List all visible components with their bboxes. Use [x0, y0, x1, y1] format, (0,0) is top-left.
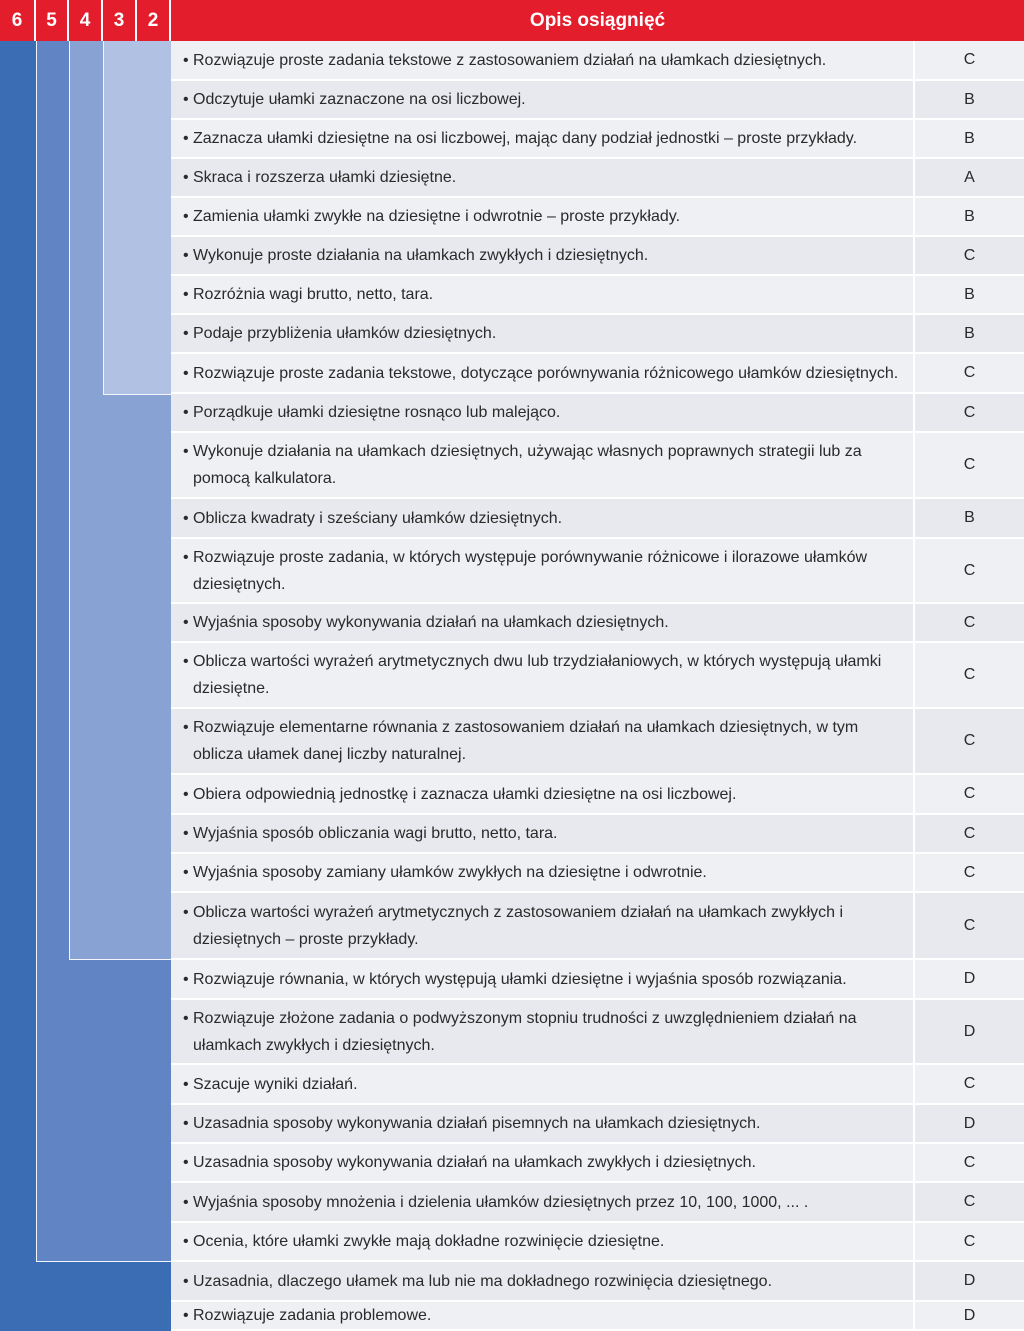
- requirement-text: Podaje przybliżenia ułamków dziesiętnych.: [193, 325, 497, 342]
- table-row: [171, 276, 1024, 315]
- table-row: [171, 433, 1024, 499]
- requirement-description: [171, 237, 915, 274]
- requirement-text: Oblicza wartości wyrażeń arytmetycznych z zastosowaniem działań na ułamkach zwykłych i dziesiętnych – proste przykłady.: [193, 903, 844, 948]
- bullet-icon: •: [183, 825, 189, 842]
- requirement-description: [171, 1000, 915, 1063]
- table-row: [171, 499, 1024, 539]
- grade-3-band: [103, 41, 171, 395]
- table-row: [171, 198, 1024, 237]
- requirement-description: [171, 709, 915, 773]
- requirement-level: C: [915, 604, 1024, 641]
- requirement-text: Rozróżnia wagi brutto, netto, tara.: [193, 286, 434, 303]
- bullet-icon: •: [183, 169, 189, 186]
- requirement-description: [171, 81, 915, 118]
- bullet-icon: •: [183, 1233, 189, 1250]
- requirement-description: [171, 854, 915, 891]
- requirement-text: Rozwiązuje proste zadania tekstowe, dotyczące porównywania różnicowego ułamków dziesiętnych.: [193, 364, 899, 382]
- requirement-text: Zamienia ułamki zwykłe na dziesiętne i odwrotnie – proste przykłady.: [193, 208, 681, 225]
- requirement-description: [171, 354, 915, 392]
- requirement-text: Rozwiązuje równania, w których występują ułamki dziesiętne i wyjaśnia sposób rozwiązania.: [193, 970, 847, 988]
- requirement-text: Uzasadnia sposoby wykonywania działań na ułamkach zwykłych i dziesiętnych.: [193, 1154, 756, 1171]
- bullet-icon: •: [183, 364, 189, 382]
- table-row: [171, 539, 1024, 604]
- requirement-level: C: [915, 1223, 1024, 1260]
- bullet-icon: •: [183, 653, 189, 670]
- table-row: [171, 1065, 1024, 1105]
- requirement-level: D: [915, 1262, 1024, 1300]
- bullet-icon: •: [183, 614, 189, 631]
- requirement-description: [171, 1105, 915, 1142]
- table-row: [171, 775, 1024, 815]
- requirement-description: [171, 1183, 915, 1221]
- requirement-description: [171, 499, 915, 537]
- requirement-text: Oblicza wartości wyrażeń arytmetycznych dwu lub trzydziałaniowych, w których występują ułamki dziesiętne.: [193, 653, 882, 697]
- requirement-level: C: [915, 815, 1024, 852]
- requirement-description: [171, 960, 915, 998]
- bullet-icon: •: [183, 325, 189, 342]
- table-row: [171, 893, 1024, 960]
- table-row: [171, 1000, 1024, 1065]
- requirement-level: D: [915, 960, 1024, 998]
- table-row: [171, 120, 1024, 159]
- requirement-text: Odczytuje ułamki zaznaczone na osi liczbowej.: [193, 91, 526, 108]
- table-row: [171, 1223, 1024, 1262]
- requirement-text: Wykonuje działania na ułamkach dziesiętnych, używając własnych poprawnych strategii lub za pomocą kalkulatora.: [193, 443, 862, 487]
- requirement-description: [171, 1144, 915, 1181]
- bullet-icon: •: [183, 286, 189, 303]
- requirement-description: [171, 1223, 915, 1260]
- bullet-icon: •: [183, 1307, 189, 1324]
- requirement-text: Rozwiązuje złożone zadania o podwyższonym stopniu trudności z uwzględnieniem działań na ułamkach zwykłych i dziesiętnych.: [193, 1009, 857, 1054]
- requirement-description: [171, 433, 915, 497]
- bullet-icon: •: [183, 91, 189, 108]
- requirement-text: Obiera odpowiednią jednostkę i zaznacza ułamki dziesiętne na osi liczbowej.: [193, 785, 737, 803]
- requirement-description: [171, 41, 915, 79]
- requirement-level: B: [915, 81, 1024, 118]
- bullet-icon: •: [183, 864, 189, 881]
- requirement-level: C: [915, 354, 1024, 392]
- grade-3-header: 3: [103, 0, 137, 41]
- bullet-icon: •: [183, 404, 189, 421]
- table-row: [171, 315, 1024, 354]
- requirement-text: Rozwiązuje zadania problemowe.: [193, 1307, 432, 1324]
- bullet-icon: •: [183, 719, 189, 736]
- requirement-description: [171, 394, 915, 431]
- table-row: [171, 1262, 1024, 1302]
- bullet-icon: •: [183, 970, 189, 988]
- requirement-description: [171, 198, 915, 235]
- requirement-level: D: [915, 1000, 1024, 1063]
- requirement-description: [171, 120, 915, 157]
- table-row: [171, 643, 1024, 709]
- grade-6-header: 6: [0, 0, 36, 41]
- requirement-text: Uzasadnia, dlaczego ułamek ma lub nie ma dokładnego rozwinięcia dziesiętnego.: [193, 1272, 773, 1290]
- bullet-icon: •: [183, 130, 189, 147]
- bullet-icon: •: [183, 1272, 189, 1290]
- bullet-icon: •: [183, 548, 189, 566]
- requirement-description: [171, 159, 915, 196]
- requirement-level: C: [915, 709, 1024, 773]
- requirement-level: C: [915, 854, 1024, 891]
- table-row: [171, 159, 1024, 198]
- table-row: [171, 1105, 1024, 1144]
- requirement-level: C: [915, 394, 1024, 431]
- bullet-icon: •: [183, 443, 189, 460]
- requirement-description: [171, 815, 915, 852]
- requirement-text: Uzasadnia sposoby wykonywania działań pisemnych na ułamkach dziesiętnych.: [193, 1115, 761, 1132]
- requirement-text: Szacuje wyniki działań.: [193, 1075, 358, 1093]
- requirement-text: Rozwiązuje proste zadania, w których występuje porównywanie różnicowe i ilorazowe ułamków dziesiętnych.: [193, 548, 868, 593]
- table-row: [171, 1144, 1024, 1183]
- requirement-text: Wyjaśnia sposoby wykonywania działań na ułamkach dziesiętnych.: [193, 614, 669, 631]
- requirement-level: B: [915, 276, 1024, 313]
- table-row: [171, 854, 1024, 893]
- table-row: [171, 237, 1024, 276]
- table-row: [171, 815, 1024, 854]
- requirement-text: Zaznacza ułamki dziesiętne na osi liczbowej, mając dany podział jednostki – proste przykłady.: [193, 130, 858, 147]
- requirement-level: A: [915, 159, 1024, 196]
- bullet-icon: •: [183, 1115, 189, 1132]
- requirement-text: Wyjaśnia sposób obliczania wagi brutto, netto, tara.: [193, 825, 558, 842]
- bullet-icon: •: [183, 1075, 189, 1093]
- bullet-icon: •: [183, 785, 189, 803]
- bullet-icon: •: [183, 51, 189, 69]
- requirement-description: [171, 604, 915, 641]
- requirement-level: C: [915, 539, 1024, 602]
- table-row: [171, 41, 1024, 81]
- grade-2-header: 2: [137, 0, 171, 41]
- requirement-description: [171, 1302, 915, 1329]
- bullet-icon: •: [183, 1193, 189, 1211]
- requirement-text: Wyjaśnia sposoby mnożenia i dzielenia ułamków dziesiętnych przez 10, 100, 1000, ... .: [193, 1193, 809, 1211]
- table-row: [171, 709, 1024, 775]
- requirement-level: C: [915, 1144, 1024, 1181]
- requirement-level: C: [915, 893, 1024, 958]
- table-row: [171, 81, 1024, 120]
- requirement-level: B: [915, 315, 1024, 352]
- requirement-description: [171, 775, 915, 813]
- requirement-text: Rozwiązuje proste zadania tekstowe z zastosowaniem działań na ułamkach dziesiętnych.: [193, 51, 827, 69]
- bullet-icon: •: [183, 903, 189, 921]
- requirement-level: B: [915, 499, 1024, 537]
- requirement-text: Porządkuje ułamki dziesiętne rosnąco lub malejąco.: [193, 404, 561, 421]
- grade-5-header: 5: [36, 0, 69, 41]
- requirement-text: Rozwiązuje elementarne równania z zastosowaniem działań na ułamkach dziesiętnych, w tym oblicza ułamek danej liczby naturalnej.: [193, 719, 859, 763]
- table-row: [171, 1302, 1024, 1331]
- requirement-text: Wyjaśnia sposoby zamiany ułamków zwykłych na dziesiętne i odwrotnie.: [193, 864, 707, 881]
- bullet-icon: •: [183, 208, 189, 225]
- requirement-text: Ocenia, które ułamki zwykłe mają dokładne rozwinięcie dziesiętne.: [193, 1233, 665, 1250]
- requirement-text: Oblicza kwadraty i sześciany ułamków dziesiętnych.: [193, 509, 563, 527]
- bullet-icon: •: [183, 509, 189, 527]
- requirement-description: [171, 1065, 915, 1103]
- requirement-description: [171, 1262, 915, 1300]
- requirement-description: [171, 315, 915, 352]
- table-row: [171, 960, 1024, 1000]
- requirement-level: C: [915, 643, 1024, 707]
- requirement-level: B: [915, 120, 1024, 157]
- bullet-icon: •: [183, 1009, 189, 1027]
- table-row: [171, 604, 1024, 643]
- requirement-text: Skraca i rozszerza ułamki dziesiętne.: [193, 169, 457, 186]
- grade-4-header: 4: [69, 0, 103, 41]
- requirement-description: [171, 643, 915, 707]
- requirement-level: C: [915, 237, 1024, 274]
- table-row: [171, 394, 1024, 433]
- requirement-description: [171, 893, 915, 958]
- requirement-description: [171, 539, 915, 602]
- requirement-level: C: [915, 1065, 1024, 1103]
- requirement-level: C: [915, 775, 1024, 813]
- requirement-level: C: [915, 433, 1024, 497]
- bullet-icon: •: [183, 247, 189, 264]
- requirement-text: Wykonuje proste działania na ułamkach zwykłych i dziesiętnych.: [193, 247, 649, 264]
- requirement-level: D: [915, 1302, 1024, 1329]
- bullet-icon: •: [183, 1154, 189, 1171]
- table-row: [171, 1183, 1024, 1223]
- table-row: [171, 354, 1024, 394]
- requirement-level: C: [915, 1183, 1024, 1221]
- requirement-level: C: [915, 41, 1024, 79]
- requirement-level: B: [915, 198, 1024, 235]
- table-title: Opis osiągnięć: [171, 0, 1024, 41]
- requirement-description: [171, 276, 915, 313]
- requirement-level: D: [915, 1105, 1024, 1142]
